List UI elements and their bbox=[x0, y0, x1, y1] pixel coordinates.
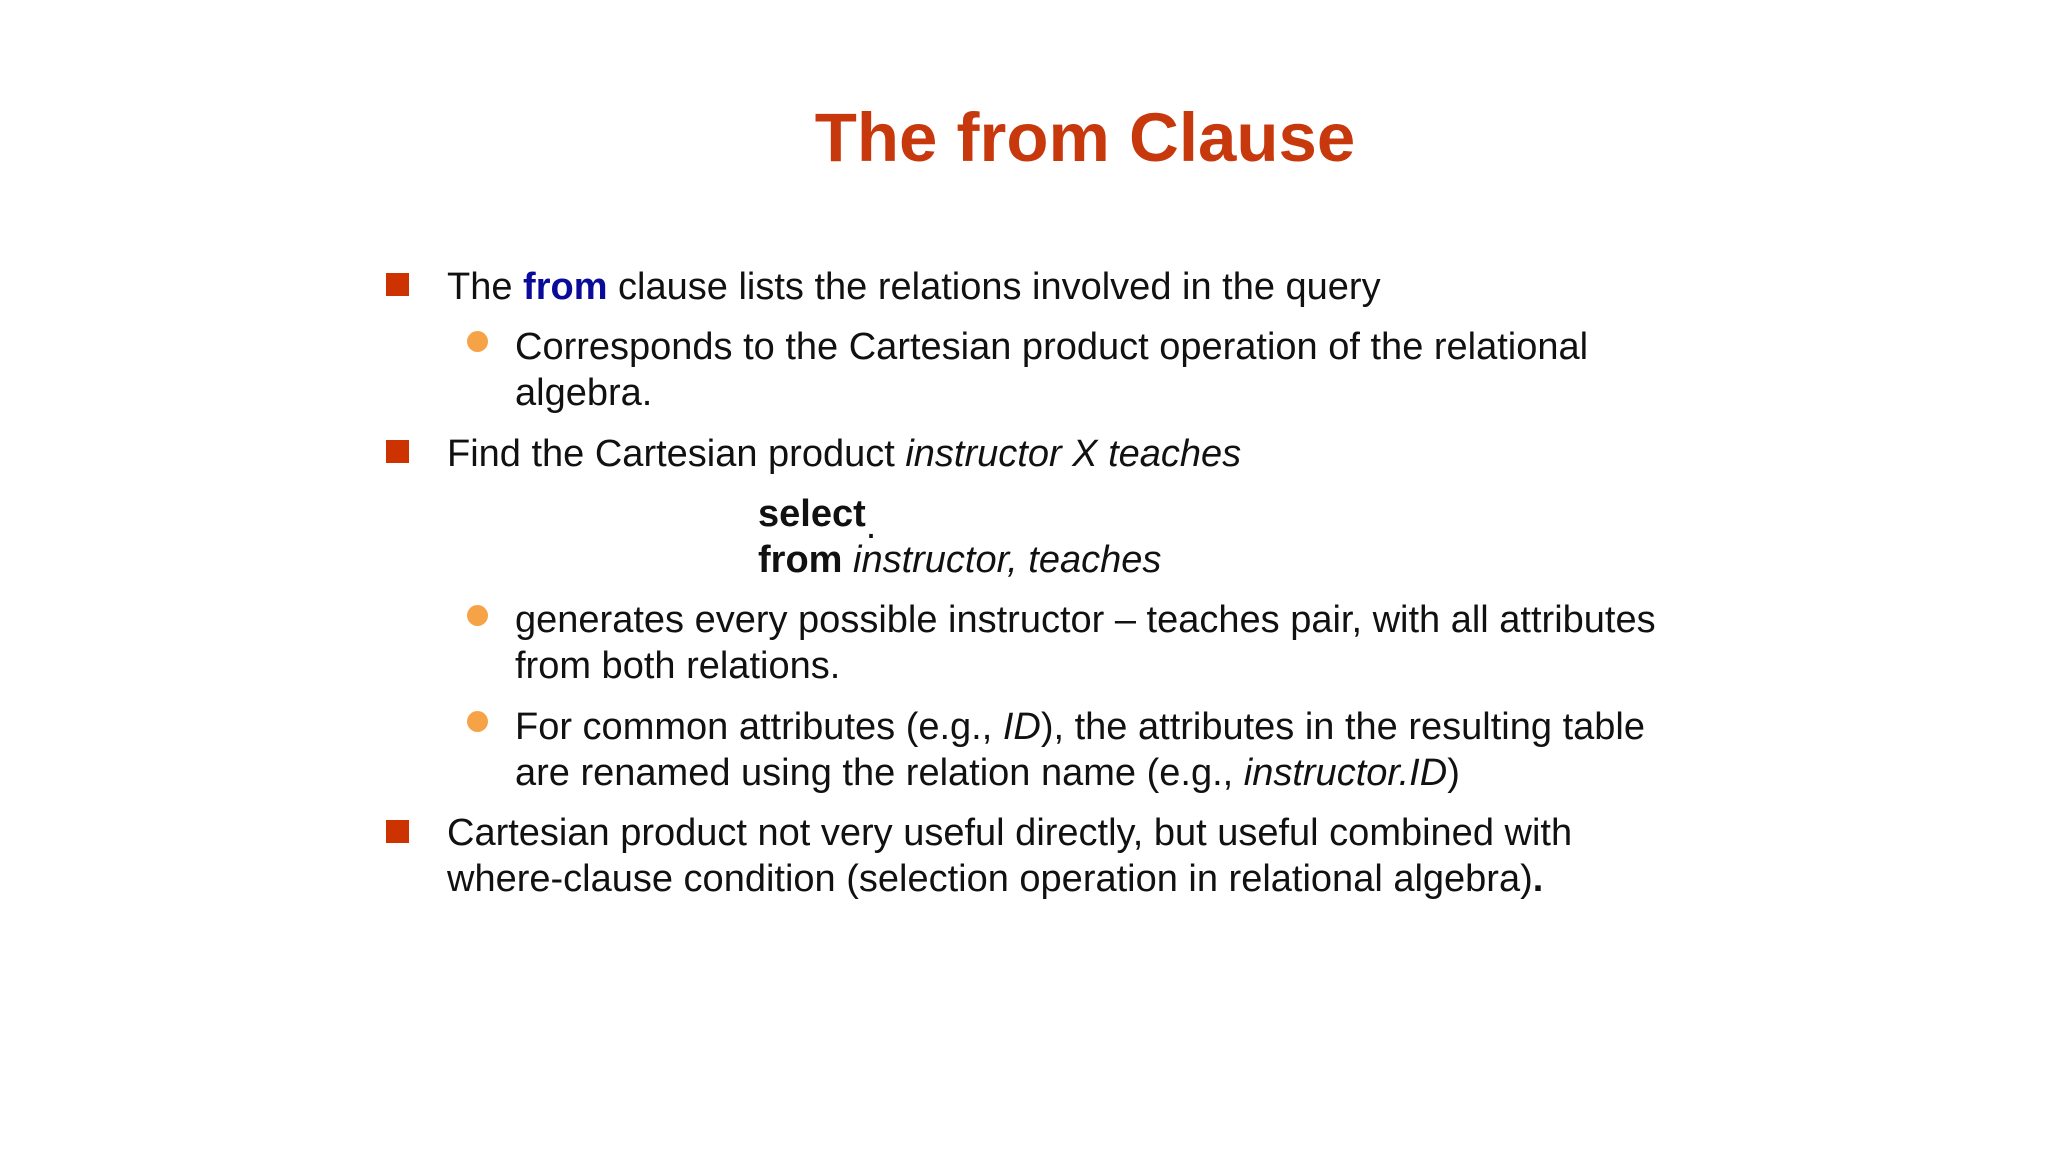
bullet-find-cartesian bbox=[447, 431, 1241, 477]
bullet-italic-text: ID bbox=[1002, 706, 1041, 748]
bullet-text: are renamed using the relation name (e.g., bbox=[515, 752, 1244, 794]
square-bullet-icon bbox=[386, 273, 409, 296]
round-bullet-icon bbox=[467, 711, 488, 732]
code-from-args: instructor, teaches bbox=[842, 539, 1162, 581]
sub-bullet-cartesian-line2: algebra. bbox=[515, 372, 653, 414]
square-bullet-icon bbox=[386, 820, 409, 843]
sub-bullet-common-attrs-line2 bbox=[515, 750, 1460, 796]
sub-bullet-common-attrs-line1 bbox=[515, 704, 1645, 750]
sub-bullet-generates-line1: generates every possible instructor – teaches pair, with all attributes bbox=[515, 599, 1656, 641]
bullet-text: ) bbox=[1447, 752, 1460, 794]
bullet-italic-text: instructor.ID bbox=[1243, 752, 1448, 794]
bullet-text: Find the Cartesian product bbox=[447, 433, 906, 475]
round-bullet-icon bbox=[467, 605, 488, 626]
bullet-cartesian-useful-line1: Cartesian product not very useful directly, but useful combined with bbox=[447, 812, 1573, 854]
bullet-italic-text: instructor X teaches bbox=[905, 433, 1242, 475]
code-dot: . bbox=[865, 505, 877, 547]
bullet-cartesian-useful-line2 bbox=[447, 856, 1543, 902]
sub-bullet-generates-line2: from both relations. bbox=[515, 645, 841, 687]
bullet-text: clause lists the relations involved in the query bbox=[607, 266, 1381, 308]
code-keyword-select: select bbox=[758, 493, 866, 535]
bullet-text: where-clause condition (selection operation in relational algebra) bbox=[447, 858, 1533, 900]
slide-title: The from Clause bbox=[814, 99, 1356, 176]
bullet-from-clause bbox=[447, 264, 1381, 310]
bullet-text: ), the attributes in the resulting table bbox=[1040, 706, 1645, 748]
bullet-text: The bbox=[447, 266, 524, 308]
code-from-line bbox=[758, 537, 1161, 583]
keyword-from: from bbox=[523, 266, 608, 308]
square-bullet-icon bbox=[386, 440, 409, 463]
sub-bullet-cartesian-line1: Corresponds to the Cartesian product operation of the relational bbox=[515, 326, 1589, 368]
code-select-line bbox=[758, 491, 877, 547]
bullet-text: For common attributes (e.g., bbox=[515, 706, 1003, 748]
bullet-period: . bbox=[1532, 858, 1544, 900]
code-keyword-from: from bbox=[758, 539, 843, 581]
round-bullet-icon bbox=[467, 331, 488, 352]
